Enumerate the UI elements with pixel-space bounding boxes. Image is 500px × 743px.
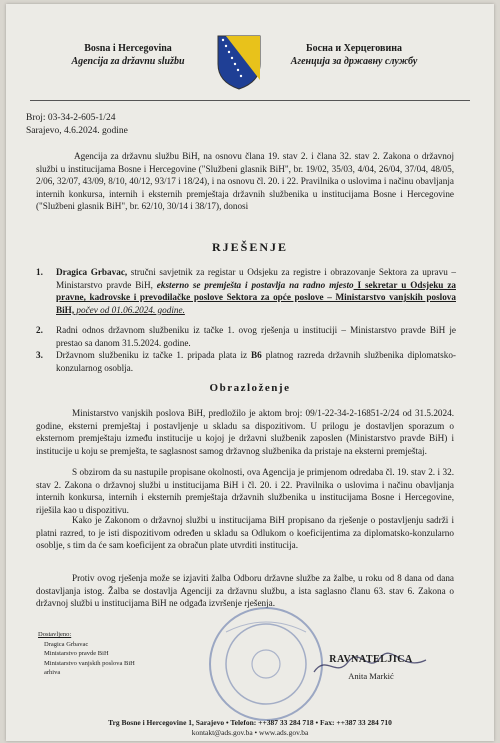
- signatory-block: [296, 654, 446, 681]
- effective-date: počev od 01.06.2024. godine.: [74, 304, 185, 315]
- header-left-agency: Agencija za državnu službu: [71, 56, 185, 67]
- item-text: platnog razreda državnih službenika diplomatsko-konzularnog osoblja.: [56, 350, 456, 373]
- item-number: 3.: [36, 350, 43, 360]
- document-number: Broj: 03-34-2-605-1/24: [26, 113, 116, 123]
- bih-coat-of-arms-icon: [216, 34, 262, 90]
- footer-address: Trg Bosne i Hercegovine 1, Sarajevo • Telefon: ++387 33 284 718 • Fax: ++387 33 284 710: [108, 718, 392, 727]
- signatory-name: Anita Markić: [348, 671, 394, 681]
- reasoning-paragraph-1: Ministarstvo vanjskih poslova BiH, predložilo je aktom broj: 09/1-22-34-2-16851-2/24 od 31.5.2024. godine, eksterni premještaj i postavljenje u skladu sa dispozitivom. U prilogu je dostavljen sporazum o eksternom premještaju između institucije u kojoj je državni službenik zaposlen (Ministarstvo pravde BiH) i institucije u koju se premješta, te saglasnost samog državnog službenika da pristaje na eksterni premještaj.: [36, 408, 454, 456]
- reasoning-paragraph-4: Protiv ovog rješenja može se izjaviti žalba Odboru državne službe za žalbe, u roku od 8 dana od dana dostavljanja istog. Žalba se dostavlja Agenciji za državnu službu, a ista saglasno članu 63. stav 6. Zakona o državnoj službi u institucijama BiH ne odgađa izvršenje rješenja.: [36, 573, 454, 609]
- header-right-country: Босна и Херцеговина: [306, 43, 402, 54]
- title-obrazlozenje: Obrazloženje: [209, 382, 291, 394]
- header-right: [274, 42, 434, 68]
- pay-grade: B6: [251, 350, 262, 360]
- page-footer: [6, 718, 494, 738]
- delivery-label: Dostavljeno:: [38, 631, 72, 638]
- item-text: stručni savjetnik za registar u Odsjeku za registre i obrazovanje Sektora za upravu – Ministarstvo pravde BiH,: [56, 267, 456, 290]
- employee-name: Dragica Grbavac,: [56, 267, 128, 277]
- delivery-item: arhiva: [44, 669, 61, 676]
- decision-item-2: [36, 324, 456, 349]
- signatory-title: RAVNATELJICA: [329, 654, 413, 665]
- delivery-item: Ministarstvo pravde BiH: [44, 650, 109, 657]
- title-rjesenje: RJEŠENJE: [211, 240, 289, 254]
- reasoning-paragraph-2: S obzirom da su nastupile propisane okolnosti, ova Agencija je primjenom odredaba čl. 19. stav 2. i 32. stav 2. Zakona o državnoj službi u institucijama BiH i čl. 20. i 22. Pravilnika o uslovima i načinu obavljanja internih konkursa, internih i eksternih premještaja državnih službenika u institucijama Bosne i Hercegovine, riješila kao u dispozitivu.: [36, 467, 454, 515]
- decision-item-3: [36, 349, 456, 374]
- delivery-item: Dragica Grbavac: [44, 640, 89, 648]
- reasoning-paragraph-3: Kako je Zakonom o državnoj službi u institucijama BiH propisano da rješenje o postavljenju sadrži i platni razred, to je isti dispozitivom određen u skladu sa Odlukom o koeficijentima za diplomatsko-konzularno osoblje, s tim da će sam koeficijent za obračun plate utvrditi institucija.: [36, 515, 454, 551]
- new-position: I sekretar u Odsjeku za pravne, kadrovske i prevodilačke poslove Sektora za opće poslove – Ministarstvo vanjskih poslova BiH,: [56, 279, 456, 315]
- document-meta: [26, 112, 128, 138]
- intro-paragraph: Agencija za državnu službu BiH, na osnovu člana 19. stav 2. i člana 32. stav 2. Zakona o državnoj službi u institucijama Bosne i Hercegovine ("Službeni glasnik BiH", br. 19/02, 35/03, 4/04, 26/04, 37/04, 48/05, 2/06, 32/07, 43/09, 8/10, 40/12, 93/17 i 18/24), i na osnovu čl. 20. i 22. Pravilnika o uslovima i načinu obavljanja internih konkursa, internih i eksternih premještaja državnih službenika u institucijama Bosne i Hercegovine ("Službeni glasnik BiH", br. 62/10, 30/14 i 38/17), donosi: [36, 151, 454, 212]
- item-emphasis: eksterno se premješta i postavlja na radno mjesto: [156, 279, 354, 290]
- document-date: Sarajevo, 4.6.2024. godine: [26, 126, 128, 136]
- delivery-list: [38, 630, 135, 678]
- footer-contact: kontakt@ads.gov.ba • www.ads.gov.ba: [191, 728, 309, 737]
- item-number: 1.: [36, 267, 43, 277]
- header-left-country: Bosna i Hercegovina: [84, 43, 172, 54]
- decision-item-1: [36, 266, 456, 316]
- document-page: [6, 4, 494, 741]
- item-text: Državnom službeniku iz tačke 1. pripada plata iz: [56, 350, 252, 360]
- header-left: [48, 42, 208, 68]
- delivery-item: Ministarstvo vanjskih poslova BiH: [44, 659, 135, 667]
- header-divider: [30, 100, 470, 101]
- header-right-agency: Агенција за државну службу: [290, 56, 418, 67]
- item-number: 2.: [36, 325, 43, 335]
- item-text: Radni odnos državnom službeniku iz tačke 1. ovog rješenja u instituciji – Ministarstvo pravde BiH je prestao sa danom 31.5.2024. godine.: [56, 325, 456, 348]
